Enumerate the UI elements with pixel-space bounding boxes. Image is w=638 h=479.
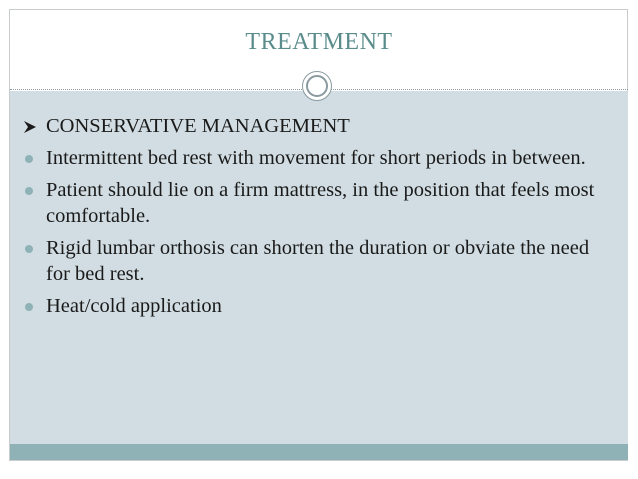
list-item-text: Rigid lumbar orthosis can shorten the duration or obviate the need for bed rest.	[46, 237, 590, 285]
dot-icon	[22, 145, 42, 171]
dot-icon	[22, 177, 42, 203]
dot-icon	[22, 235, 42, 261]
dot-icon	[22, 293, 42, 319]
footer-accent-bar	[10, 444, 628, 460]
list-item	[18, 145, 618, 171]
list-item	[18, 293, 618, 319]
inner-circle-icon	[306, 75, 328, 97]
list-item-text: CONSERVATIVE MANAGEMENT	[46, 115, 350, 137]
arrow-icon	[22, 113, 42, 139]
circle-ornament-icon	[302, 71, 332, 101]
list-item	[18, 177, 618, 229]
list-item	[18, 235, 618, 287]
list-item-text: Intermittent bed rest with movement for short periods in between.	[46, 147, 586, 169]
bullet-list	[18, 113, 618, 325]
list-item	[18, 113, 618, 139]
slide-title: TREATMENT	[245, 29, 393, 55]
list-item-text: Heat/cold application	[46, 295, 222, 317]
list-item-text: Patient should lie on a firm mattress, in the position that feels most comfortable.	[46, 179, 595, 227]
